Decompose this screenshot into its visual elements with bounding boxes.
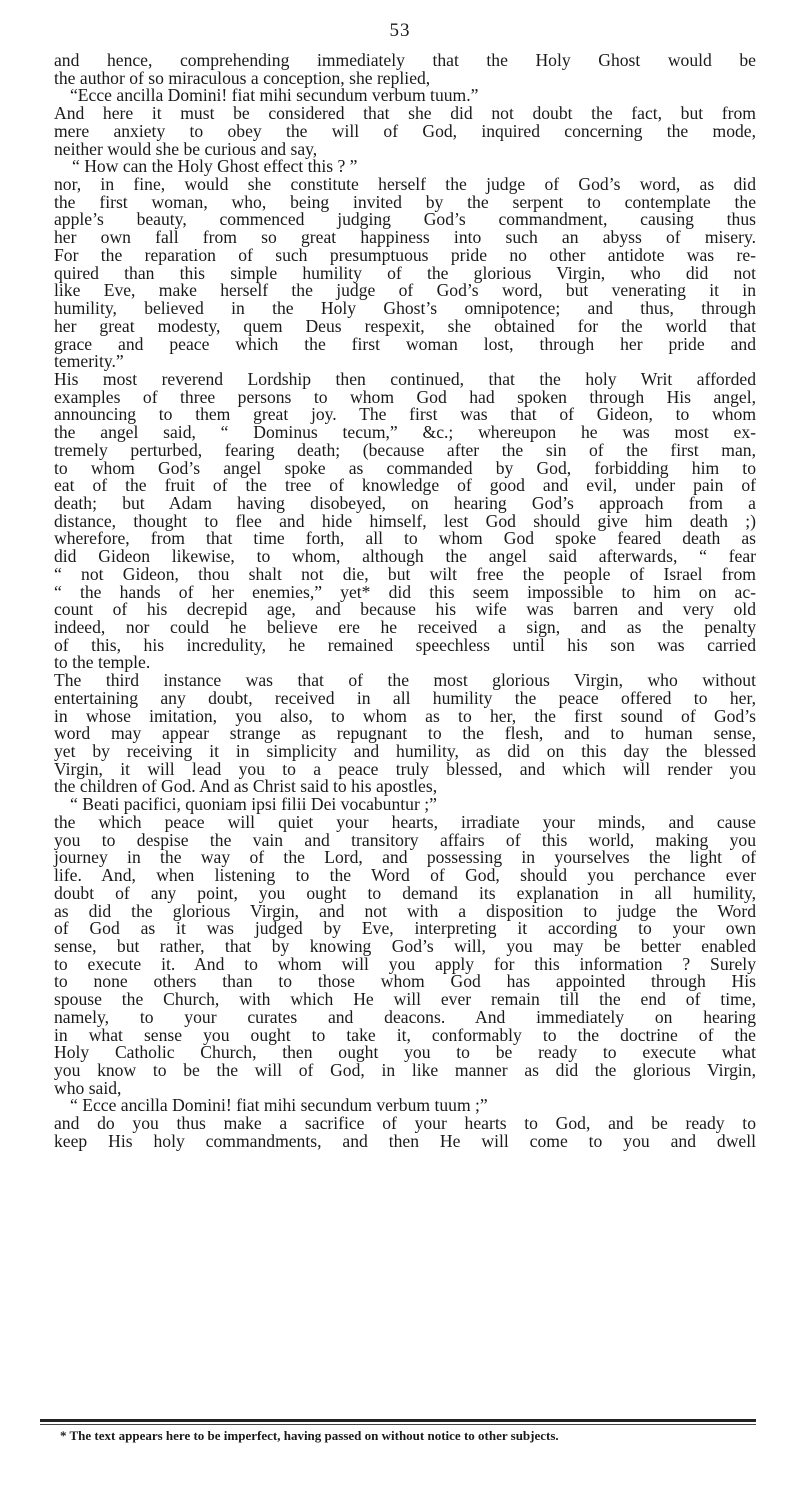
text-line: of God as it was judged by Eve, interpreting it according to your own bbox=[54, 918, 756, 939]
text-line: doubt of any point, you ought to demand its explanation in all humility, bbox=[54, 882, 756, 903]
text-line: neither would she be curious and say, bbox=[54, 138, 318, 159]
text-line: temerity.” bbox=[54, 351, 124, 372]
text-line: sense, but rather, that by knowing God’s will, you may be better enabled bbox=[54, 935, 756, 956]
text-line: Holy Catholic Church, then ought you to be ready to execute what bbox=[54, 1042, 756, 1063]
footnote-rule bbox=[40, 1419, 756, 1422]
text-line: as did the glorious Virgin, and not with a disposition to judge the Word bbox=[54, 900, 756, 921]
body-text bbox=[54, 52, 756, 1151]
text-line: nor, in fine, would she constitute herself the judge of God’s word, as did bbox=[54, 174, 756, 195]
text-line: you to despise the vain and transitory affairs of this world, making you bbox=[54, 829, 756, 850]
text-line: keep His holy commandments, and then He will come to you and dwell bbox=[54, 1130, 756, 1151]
text-line: in whose imitation, you also, to whom as to her, the first sound of God’s bbox=[54, 705, 756, 726]
text-line: journey in the way of the Lord, and possessing in yourselves the light of bbox=[54, 847, 756, 868]
text-line: to the temple. bbox=[54, 652, 151, 673]
text-line: like Eve, make herself the judge of God’s word, but venerating it in bbox=[54, 280, 756, 301]
text-line: humility, believed in the Holy Ghost’s omnipotence; and thus, through bbox=[54, 298, 756, 319]
text-line: namely, to your curates and deacons. And immediately on hearing bbox=[54, 1006, 756, 1027]
text-line: examples of three persons to whom God had spoken through His angel, bbox=[54, 386, 756, 407]
text-line: quired than this simple humility of the glorious Virgin, who did not bbox=[54, 262, 756, 283]
text-line: count of his decrepid age, and because his wife was barren and very old bbox=[54, 599, 756, 620]
text-line: mere anxiety to obey the will of God, inquired concerning the mode, bbox=[54, 120, 756, 141]
text-line: “ not Gideon, thou shalt not die, but wilt free the people of Israel from bbox=[54, 563, 756, 584]
text-line: “ How can the Holy Ghost effect this ? ” bbox=[72, 156, 358, 177]
text-line: announcing to them great joy. The first was that of Gideon, to whom bbox=[54, 404, 756, 425]
text-line: For the reparation of such presumptuous pride no other antidote was re- bbox=[54, 244, 756, 265]
text-line: the which peace will quiet your hearts, irradiate your minds, and cause bbox=[54, 811, 756, 832]
text-line: wherefore, from that time forth, all to whom God spoke feared death as bbox=[54, 528, 756, 549]
text-line: life. And, when listening to the Word of God, should you perchance ever bbox=[54, 865, 756, 886]
text-line: death; but Adam having disobeyed, on hearing God’s approach from a bbox=[54, 492, 756, 513]
text-line: who said, bbox=[54, 1077, 122, 1098]
text-line: the author of so miraculous a conception, she replied, bbox=[54, 67, 431, 88]
text-line: did Gideon likewise, to whom, although the angel said afterwards, “ fear bbox=[54, 546, 756, 567]
text-line: “ Beati pacifici, quoniam ipsi filii Dei vocabuntur ;” bbox=[70, 794, 437, 815]
text-line: you know to be the will of God, in like manner as did the glorious Virgin, bbox=[54, 1059, 756, 1080]
text-line: the angel said, “ Dominus tecum,” &c.; whereupon he was most ex- bbox=[54, 422, 756, 443]
text-line: in what sense you ought to take it, conformably to the doctrine of the bbox=[54, 1024, 756, 1045]
text-line: yet by receiving it in simplicity and humility, as did on this day the blessed bbox=[54, 741, 756, 762]
text-line: “Ecce ancilla Domini! fiat mihi secundum verbum tuum.” bbox=[70, 85, 479, 106]
text-line: distance, thought to flee and hide himself, lest God should give him death ;) bbox=[54, 510, 756, 531]
text-line: apple’s beauty, commenced judging God’s commandment, causing thus bbox=[54, 209, 756, 230]
text-line: tremely perturbed, fearing death; (because after the sin of the first man, bbox=[54, 439, 756, 460]
text-line: And here it must be considered that she did not doubt the fact, but from bbox=[54, 103, 756, 124]
text-line: and hence, comprehending immediately that the Holy Ghost would be bbox=[54, 50, 756, 70]
footnote: * The text appears here to be imperfect, having passed on without notice to other subjects. bbox=[60, 1428, 559, 1443]
text-line: The third instance was that of the most glorious Virgin, who without bbox=[54, 670, 756, 691]
text-line: to none others than to those whom God has appointed through His bbox=[54, 971, 756, 992]
text-line: “ the hands of her enemies,” yet* did this seem impossible to him on ac- bbox=[54, 581, 756, 602]
text-line: the first woman, who, being invited by the serpent to contemplate the bbox=[54, 191, 756, 212]
text-line: word may appear strange as repugnant to the flesh, and to human sense, bbox=[54, 723, 756, 744]
text-line: and do you thus make a sacrifice of your hearts to God, and be ready to bbox=[54, 1113, 756, 1134]
text-line: entertaining any doubt, received in all humility the peace offered to her, bbox=[54, 687, 756, 708]
text-line: to execute it. And to whom will you apply for this information ? Surely bbox=[54, 953, 756, 974]
text-line: the children of God. And as Christ said to his apostles, bbox=[54, 776, 438, 797]
text-line: “ Ecce ancilla Domini! fiat mihi secundum verbum tuum ;” bbox=[70, 1095, 488, 1116]
text-line: His most reverend Lordship then continued, that the holy Writ afforded bbox=[54, 368, 756, 389]
text-line: indeed, nor could he believe ere he received a sign, and as the penalty bbox=[54, 617, 756, 637]
text-line: eat of the fruit of the tree of knowledge of good and evil, under pain of bbox=[54, 475, 756, 496]
text-line: spouse the Church, with which He will ever remain till the end of time, bbox=[54, 989, 756, 1010]
page-number: 53 bbox=[389, 20, 411, 41]
text-line: grace and peace which the first woman lost, through her pride and bbox=[54, 333, 756, 354]
text-line: of this, his incredulity, he remained speechless until his son was carried bbox=[54, 634, 756, 655]
text-line: to whom God’s angel spoke as commanded by God, forbidding him to bbox=[54, 457, 756, 478]
footnote-rule-thin bbox=[40, 1424, 756, 1425]
text-line: Virgin, it will lead you to a peace truly blessed, and which will render you bbox=[54, 758, 756, 779]
text-line: her own fall from so great happiness into such an abyss of misery. bbox=[54, 227, 756, 248]
text-line: her great modesty, quem Deus respexit, she obtained for the world that bbox=[54, 315, 756, 336]
